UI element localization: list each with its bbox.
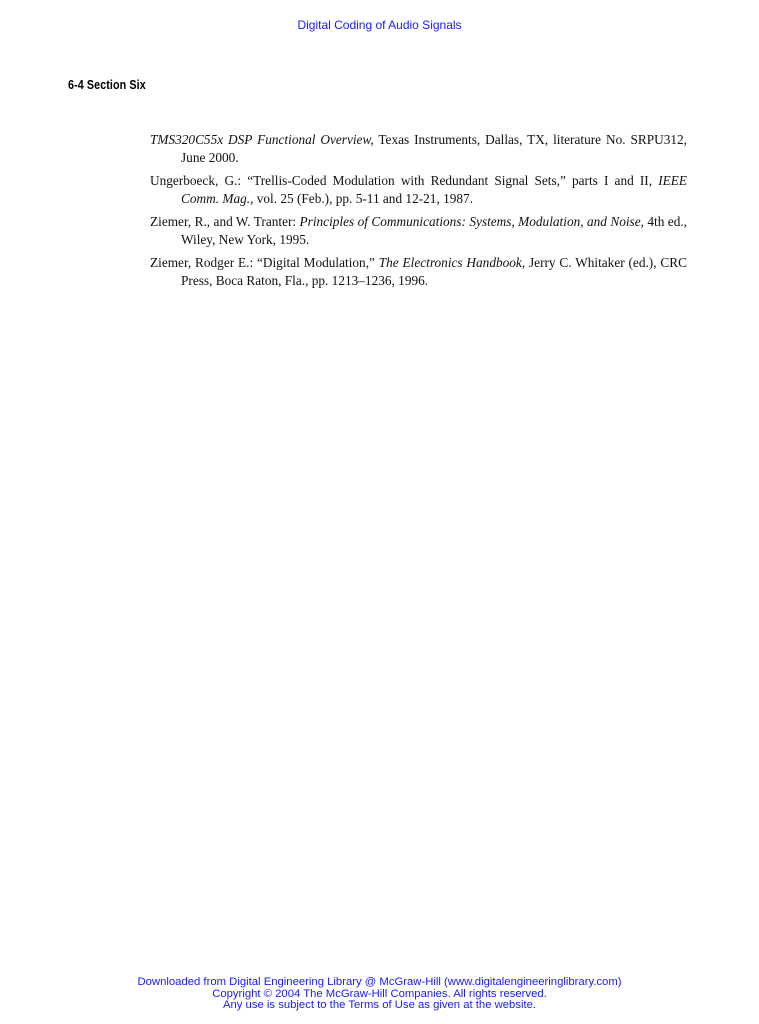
reference-details: , 4th ed., Wiley, New York, 1995. <box>181 214 687 247</box>
footer-download-link[interactable]: Downloaded from Digital Engineering Library @ McGraw-Hill (www.digitalengineeringlibrary.com) <box>137 976 622 988</box>
reference-details: , vol. 25 (Feb.), pp. 5-11 and 12-21, 1987. <box>250 190 474 206</box>
reference-title: The Electronics Handbook <box>378 255 522 270</box>
footer-copyright: Copyright © 2004 The McGraw-Hill Companies. All rights reserved. <box>212 987 547 1000</box>
reference-journal: IEEE Comm. Mag. <box>181 173 687 206</box>
reference-item <box>150 254 687 289</box>
header-link[interactable]: Digital Coding of Audio Signals <box>297 18 462 32</box>
reference-item <box>150 131 687 166</box>
reference-item <box>150 172 687 207</box>
reference-details: Texas Instruments, Dallas, TX, literature No. SRPU312, June 2000. <box>181 132 688 165</box>
footer-terms-link[interactable]: Any use is subject to the Terms of Use as given at the website. <box>222 999 537 1011</box>
footer <box>0 977 759 1012</box>
reference-details: , Jerry C. Whitaker (ed.), CRC Press, Boca Raton, Fla., pp. 1213–1236, 1996. <box>181 255 687 288</box>
reference-authors: Ungerboeck, G.: “Trellis-Coded Modulation with Redundant Signal Sets,” parts I and II, <box>150 173 659 188</box>
reference-list <box>150 131 687 295</box>
section-heading: 6-4 Section Six <box>68 78 146 92</box>
reference-authors: Ziemer, R., and W. Tranter: <box>150 214 300 229</box>
reference-authors: Ziemer, Rodger E.: “Digital Modulation,” <box>150 255 379 270</box>
reference-title: Principles of Communications: Systems, Modulation, and Noise <box>299 214 641 229</box>
reference-item <box>150 213 687 248</box>
reference-title: TMS320C55x DSP Functional Overview, <box>150 132 374 147</box>
